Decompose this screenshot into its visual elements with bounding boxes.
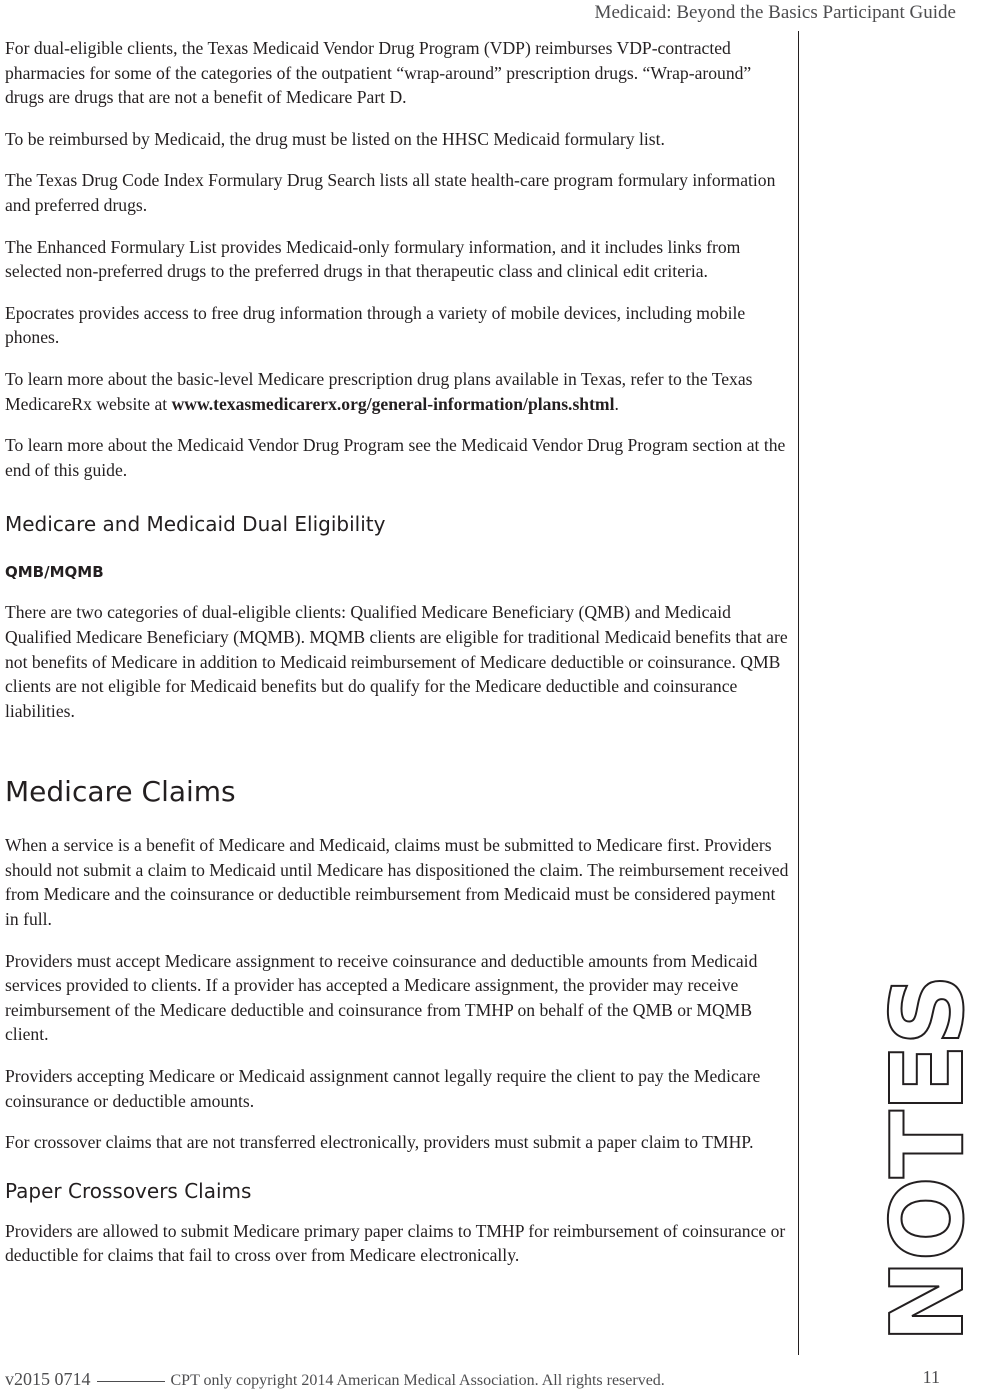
copyright-notice: CPT only copyright 2014 American Medical Association. All rights reserved. [170, 1372, 665, 1389]
claims-paragraph-2: Providers must accept Medicare assignment to receive coinsurance and deductible amounts from Medicaid services provided to clients. If a provider has accepted a Medicare assignment, the provider may receive reimbursement of the Medicare deductible and coinsurance from TMHP on behalf of the QMB or MQMB client. [5, 950, 758, 1045]
paragraph-end: . [614, 393, 619, 414]
notes-divider [798, 31, 799, 1355]
intro-paragraph-7: To learn more about the Medicaid Vendor Drug Program see the Medicaid Vendor Drug Program section at the end of this guide. [5, 435, 786, 480]
version-label: v2015 0714 [5, 1369, 91, 1389]
medicarerx-link[interactable]: www.texasmedicarerx.org/general-information/plans.shtml [171, 393, 615, 414]
claims-paragraph-4: For crossover claims that are not transferred electronically, providers must submit a paper claim to TMHP. [5, 1132, 754, 1153]
intro-paragraph-2: To be reimbursed by Medicaid, the drug must be listed on the HHSC Medicaid formulary list. [5, 128, 665, 149]
dual-eligibility-heading: Medicare and Medicaid Dual Eligibility [5, 512, 386, 537]
notes-label: NOTES [869, 975, 986, 1343]
paper-paragraph-1: Providers are allowed to submit Medicare primary paper claims to TMHP for reimbursement of coinsurance or deductible for claims that fail to cross over from Medicare electronically. [5, 1220, 786, 1266]
claims-paragraph-3: Providers accepting Medicare or Medicaid assignment cannot legally require the client to pay the Medicare coinsurance or deductible amounts. [5, 1066, 761, 1111]
paper-crossovers-heading: Paper Crossovers Claims [5, 1178, 252, 1203]
claims-paragraph-1: When a service is a benefit of Medicare and Medicaid, claims must be submitted to Medicare first. Providers should not submit a claim to Medicaid until Medicare has dispositioned the claim. The reimbursement received from Medicare and the coinsurance or deductible reimbursement from Medicaid must be considered payment in full. [5, 835, 789, 930]
qmb-subheading: QMB/MQMB [5, 563, 104, 582]
paragraph-text: To learn more about the basic-level Medicare prescription drug plans available in Texas, refer to the Texas MedicareRx website at [5, 368, 753, 414]
intro-paragraph-4: The Enhanced Formulary List provides Medicaid-only formulary information, and it includes links from selected non-preferred drugs to the preferred drugs in that therapeutic class and clinical edit criteria. [5, 236, 741, 282]
intro-paragraph-6 [5, 367, 790, 416]
main-content [5, 36, 790, 1268]
dual-paragraph-1: There are two categories of dual-eligible clients: Qualified Medicare Beneficiary (QMB) and Medicaid Qualified Medicare Beneficiary (MQMB). MQMB clients are eligible for traditional Medicaid benefits that are not benefits of Medicare in addition to Medicaid reimbursement of Medicare deductible or coinsurance. QMB clients are not eligible for Medicaid benefits but do qualify for the Medicare deductible and coinsurance liabilities. [5, 602, 788, 721]
intro-paragraph-3: The Texas Drug Code Index Formulary Drug Search lists all state health-care program formulary information and preferred drugs. [5, 170, 776, 215]
guide-title: Medicaid: Beyond the Basics Participant Guide [594, 2, 956, 23]
footer-rule [97, 1381, 165, 1382]
intro-paragraph-1: For dual-eligible clients, the Texas Medicaid Vendor Drug Program (VDP) reimburses VDP-contracted pharmacies for some of the categories of the outpatient “wrap-around” prescription drugs. “Wrap-around” drugs are drugs that are not a benefit of Medicare Part D. [5, 38, 752, 108]
intro-paragraph-5: Epocrates provides access to free drug information through a variety of mobile devices, including mobile phones. [5, 302, 746, 348]
medicare-claims-heading: Medicare Claims [5, 775, 236, 809]
page-number: 11 [922, 1367, 940, 1387]
page-footer [5, 1369, 940, 1390]
